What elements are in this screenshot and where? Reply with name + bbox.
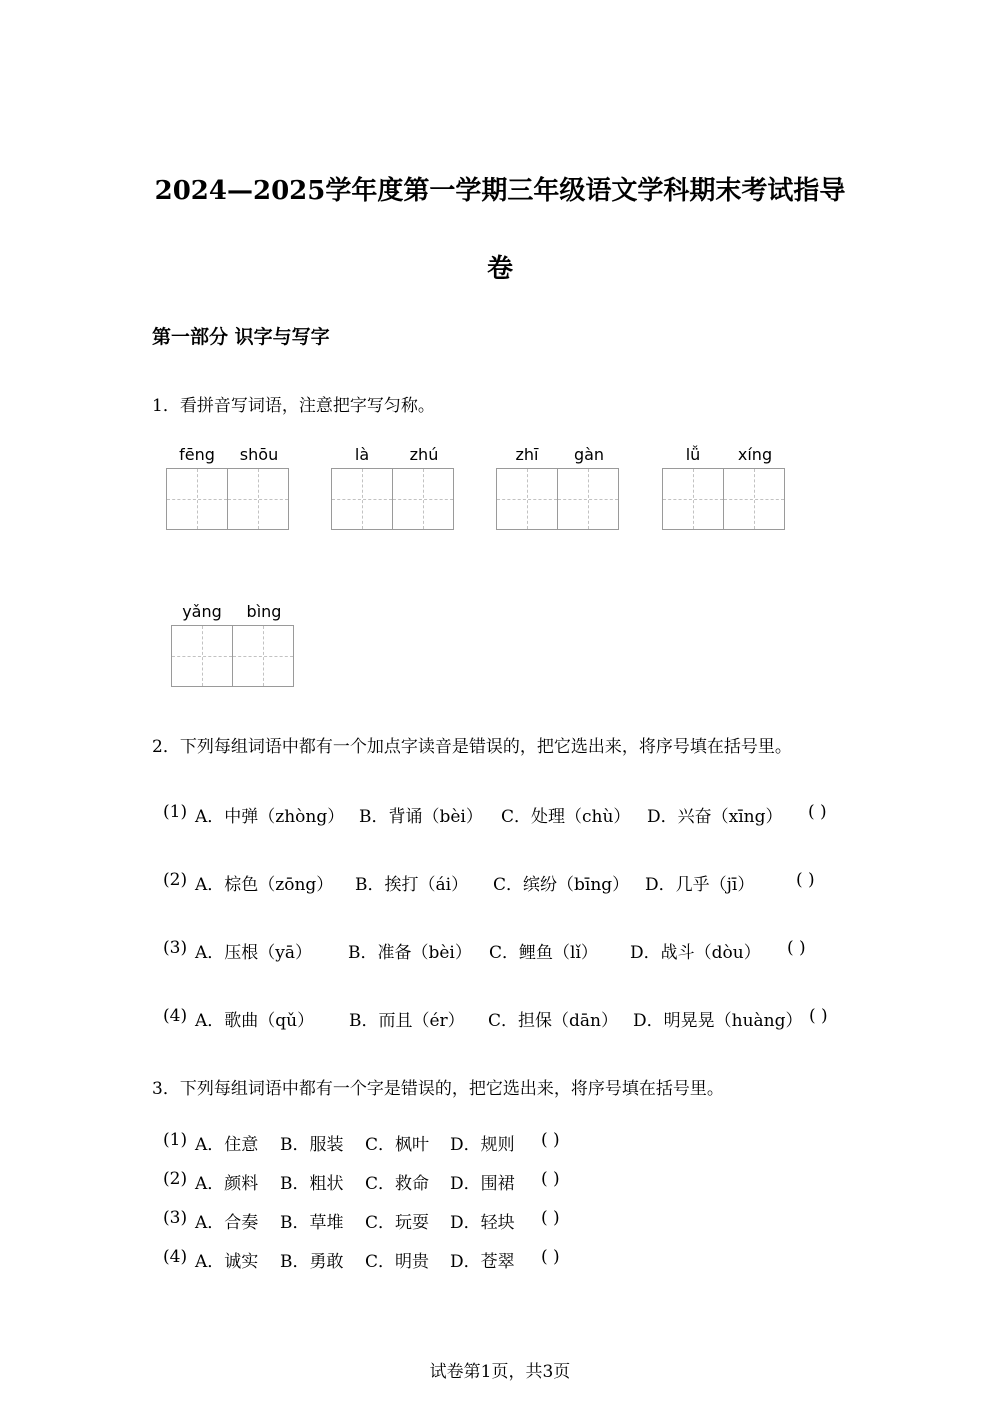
- option-a[interactable]: A．中弹（zhòng）: [195, 807, 345, 827]
- answer-blank[interactable]: ( ): [808, 802, 827, 822]
- pinyin: zhī: [515, 445, 539, 464]
- row-number: (2): [163, 1169, 188, 1189]
- option-a[interactable]: A．诚实: [195, 1252, 259, 1272]
- row-number: (2): [163, 870, 188, 890]
- option-c[interactable]: C．鲤鱼（lǐ）: [489, 943, 598, 963]
- pinyin: là: [354, 445, 370, 464]
- writing-box[interactable]: [662, 468, 724, 530]
- option-d[interactable]: D．战斗（dòu）: [630, 943, 761, 963]
- option-d[interactable]: D．苍翠: [450, 1252, 515, 1272]
- writing-box[interactable]: [233, 625, 294, 687]
- option-d[interactable]: D．兴奋（xīng）: [647, 807, 783, 827]
- pinyin-grid-1: [166, 445, 292, 530]
- answer-blank[interactable]: ( ): [541, 1247, 560, 1267]
- option-d[interactable]: D．规则: [450, 1135, 515, 1155]
- option-a[interactable]: A．住意: [195, 1135, 259, 1155]
- option-b[interactable]: B．服装: [280, 1135, 344, 1155]
- option-c[interactable]: C．玩耍: [365, 1213, 430, 1233]
- row-number: (1): [163, 1130, 188, 1150]
- row-number: (4): [163, 1006, 188, 1026]
- question-1-prompt: 1．看拼音写词语，注意把字写匀称。: [152, 396, 435, 416]
- option-c[interactable]: C．救命: [365, 1174, 430, 1194]
- row-number: (4): [163, 1247, 188, 1267]
- page-title-line1: 2024—2025学年度第一学期三年级语文学科期末考试指导: [154, 176, 846, 206]
- row-number: (3): [163, 938, 188, 958]
- row-number: (1): [163, 802, 188, 822]
- question-3-prompt: 3．下列每组词语中都有一个字是错误的，把它选出来，将序号填在括号里。: [152, 1079, 724, 1099]
- option-b[interactable]: B．背诵（bèi）: [359, 807, 483, 827]
- option-b[interactable]: B．而且（ér）: [349, 1011, 465, 1031]
- pinyin: yǎng: [182, 602, 222, 621]
- pinyin: shōu: [239, 445, 279, 464]
- pinyin: gàn: [573, 445, 605, 464]
- writing-box[interactable]: [558, 468, 619, 530]
- option-c[interactable]: C．处理（chù）: [501, 807, 631, 827]
- pinyin-grid-3: [496, 445, 622, 530]
- option-c[interactable]: C．担保（dān）: [488, 1011, 618, 1031]
- option-b[interactable]: B．准备（bèi）: [348, 943, 472, 963]
- writing-box[interactable]: [724, 468, 785, 530]
- page-title-line2: 卷: [486, 254, 513, 284]
- option-b[interactable]: B．草堆: [280, 1213, 344, 1233]
- option-b[interactable]: B．勇敢: [280, 1252, 344, 1272]
- option-a[interactable]: A．压根（yā）: [195, 943, 313, 963]
- option-d[interactable]: D．几乎（jī）: [645, 875, 755, 895]
- row-number: (3): [163, 1208, 188, 1228]
- option-a[interactable]: A．棕色（zōng）: [195, 875, 334, 895]
- option-b[interactable]: B．挨打（ái）: [355, 875, 469, 895]
- option-d[interactable]: D．明晃晃（huàng）: [633, 1011, 803, 1031]
- writing-box[interactable]: [228, 468, 289, 530]
- answer-blank[interactable]: ( ): [541, 1169, 560, 1189]
- writing-box[interactable]: [331, 468, 393, 530]
- pinyin-grid-2: [331, 445, 457, 530]
- option-c[interactable]: C．枫叶: [365, 1135, 430, 1155]
- option-a[interactable]: A．合奏: [195, 1213, 259, 1233]
- pinyin: xíng: [737, 445, 773, 464]
- question-2-prompt: 2．下列每组词语中都有一个加点字读音是错误的，把它选出来，将序号填在括号里。: [152, 737, 792, 757]
- option-b[interactable]: B．粗状: [280, 1174, 344, 1194]
- writing-box[interactable]: [393, 468, 454, 530]
- pinyin: bìng: [246, 602, 282, 621]
- option-c[interactable]: C．缤纷（bīng）: [493, 875, 630, 895]
- pinyin: zhú: [409, 445, 439, 464]
- pinyin: lǚ: [685, 445, 701, 464]
- section-heading: 第一部分 识字与写字: [152, 326, 330, 348]
- answer-blank[interactable]: ( ): [541, 1130, 560, 1150]
- pinyin-grid-5: [171, 602, 297, 687]
- pinyin-grid-4: [662, 445, 788, 530]
- answer-blank[interactable]: ( ): [796, 870, 815, 890]
- writing-box[interactable]: [171, 625, 233, 687]
- answer-blank[interactable]: ( ): [541, 1208, 560, 1228]
- option-a[interactable]: A．颜料: [195, 1174, 259, 1194]
- option-d[interactable]: D．轻块: [450, 1213, 515, 1233]
- pinyin: fēng: [179, 445, 215, 464]
- answer-blank[interactable]: ( ): [809, 1006, 828, 1026]
- writing-box[interactable]: [496, 468, 558, 530]
- answer-blank[interactable]: ( ): [787, 938, 806, 958]
- option-a[interactable]: A．歌曲（qǔ）: [195, 1011, 315, 1031]
- writing-box[interactable]: [166, 468, 228, 530]
- option-d[interactable]: D．围裙: [450, 1174, 515, 1194]
- option-c[interactable]: C．明贵: [365, 1252, 430, 1272]
- page-footer: 试卷第1页，共3页: [429, 1362, 571, 1382]
